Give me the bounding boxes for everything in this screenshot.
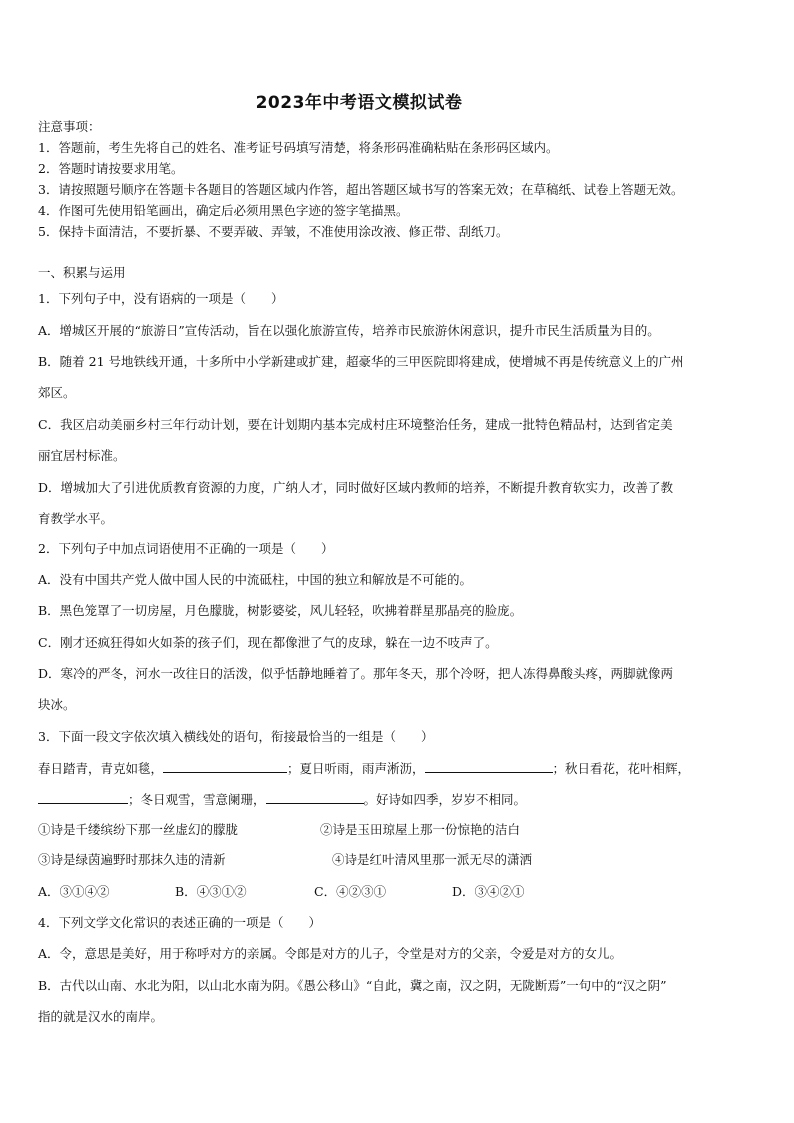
option-d: D．寒冷的严冬，河水一改往日的活泼，似乎恬静地睡着了。那年冬天，那个冷呀，把人冻得鼻酸头疼，两脚就像两 [38,666,674,681]
option-a: A．③①④② [38,884,110,899]
option-a: A．令，意思是美好，用于称呼对方的亲属。令郎是对方的儿子，令堂是对方的父亲，令爱是对方的女儿。 [38,946,623,961]
option-b-cont: 郊区。 [38,385,76,400]
option-d-cont: 块冰。 [38,697,76,712]
fill-blank[interactable] [38,791,128,804]
question-stem: 4．下列文学文化常识的表述正确的一项是（ ） [38,915,321,930]
option-d: D．③④②① [452,884,525,899]
choice-row [38,822,758,838]
option-a: A．增城区开展的“旅游日”宣传活动，旨在以强化旅游宣传，培养市民旅游休闲意识，提升市民生活质量为目的。 [38,323,660,338]
option-c: C．刚才还疯狂得如火如荼的孩子们，现在都像泄了气的皮球，躲在一边不吱声了。 [38,635,498,650]
choice-item: ②诗是玉田琼屋上那一份惊艳的洁白 [320,822,521,837]
fill-blank[interactable] [163,760,287,773]
notice-item: 2．答题时请按要求用笔。 [38,161,184,176]
answer-row [38,884,758,900]
option-c-cont: 丽宜居村标准。 [38,448,126,463]
passage-text: ；冬日观雪，雪意阑珊， [128,792,266,807]
passage-text: 。好诗如四季，岁岁不相同。 [363,792,527,807]
option-c: C．④②③① [314,884,387,899]
option-b: B．随着 21 号地铁线开通，十多所中小学新建或扩建，超豪华的三甲医院即将建成，使增城不再是传统意义上的广州 [38,354,684,369]
option-b: B．古代以山南、水北为阳，以山北水南为阴。《愚公移山》“自此，冀之南，汉之阴，无陇断焉”一句中的“汉之阴” [38,978,667,993]
option-a: A．没有中国共产党人做中国人民的中流砥柱，中国的独立和解放是不可能的。 [38,572,473,587]
passage-text: ；秋日看花，花叶相辉， [552,761,691,776]
option-d: D．增城加大了引进优质教育资源的力度，广纳人才，同时做好区域内教师的培养，不断提升教育软实力，改善了教 [38,480,674,495]
notice-item: 5．保持卡面清洁，不要折暴、不要弄破、弄皱，不准使用涂改液、修正带、刮纸刀。 [38,224,509,239]
notice-item: 3．请按照题号顺序在答题卡各题目的答题区域内作答，超出答题区域书写的答案无效；在草稿纸、试卷上答题无效。 [38,182,684,197]
choice-item: ③诗是绿茵遍野时那抹久违的清新 [38,852,226,867]
option-b: B．④③①② [175,884,247,899]
passage-text: ；夏日听雨，雨声淅沥， [287,761,425,776]
choice-row [38,852,758,868]
choice-item: ④诗是红叶清风里那一派无尽的潇洒 [332,852,533,867]
notice-item: 4．作图可先使用铅笔画出，确定后必须用黑色字迹的签字笔描黑。 [38,203,409,218]
passage-line [38,791,526,808]
question-stem: 1．下列句子中，没有语病的一项是（ ） [38,291,284,306]
fill-blank[interactable] [425,760,553,773]
question-stem: 3．下面一段文字依次填入横线处的语句，衔接最恰当的一组是（ ） [38,729,434,744]
option-b-cont: 指的就是汉水的南岸。 [38,1009,164,1024]
choice-item: ①诗是千缕缤纷下那一丝虚幻的朦胧 [38,822,239,837]
option-c: C．我区启动美丽乡村三年行动计划，要在计划期内基本完成村庄环境整治任务，建成一批特色精品村，达到省定美 [38,417,673,432]
notice-item: 1．答题前，考生先将自己的姓名、准考证号码填写清楚，将条形码准确粘贴在条形码区域内。 [38,140,559,155]
passage-line [38,760,690,777]
option-d-cont: 育教学水平。 [38,511,114,526]
section-heading: 一、积累与运用 [38,265,126,280]
page-title: 2023年中考语文模拟试卷 [255,93,463,113]
option-b: B．黑色笼罩了一切房屋，月色朦胧，树影婆娑，风儿轻轻，吹拂着群星那晶亮的脸庞。 [38,603,523,618]
passage-text: 春日踏青，青克如毯， [38,761,164,776]
notice-heading: 注意事项： [38,119,101,134]
question-stem: 2．下列句子中加点词语使用不正确的一项是（ ） [38,541,334,556]
fill-blank[interactable] [266,791,364,804]
